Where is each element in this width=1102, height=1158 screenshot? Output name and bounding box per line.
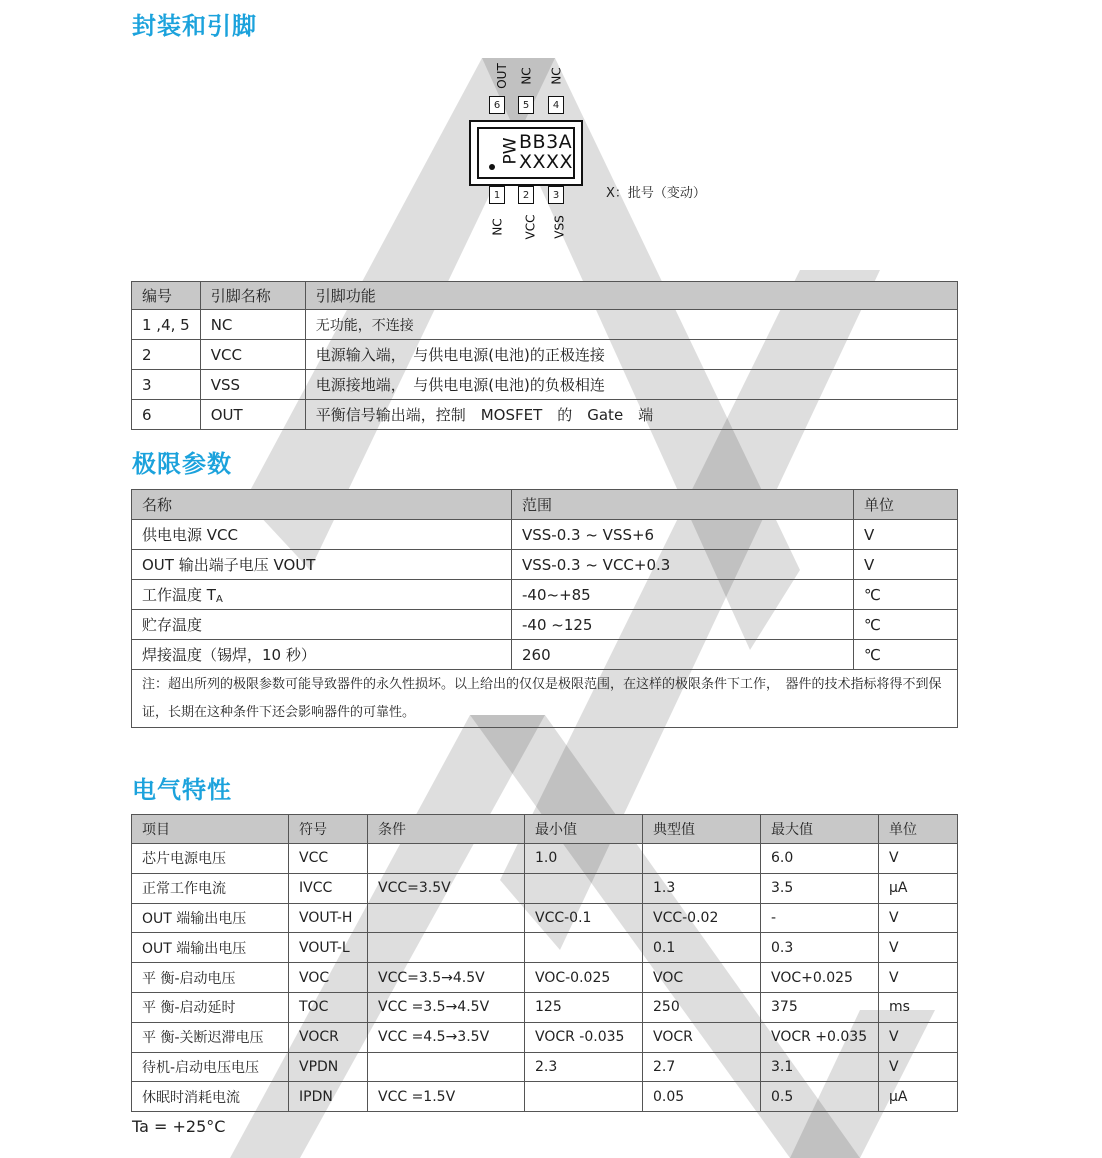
cell: OUT 端输出电压 bbox=[132, 903, 289, 933]
cell bbox=[643, 844, 761, 874]
cell: 焊接温度（锡焊，10 秒） bbox=[132, 640, 512, 670]
cell: VCC=3.5→4.5V bbox=[368, 963, 525, 993]
cell: VOC-0.025 bbox=[525, 963, 643, 993]
cell: V bbox=[854, 550, 958, 580]
header-cell: 项目 bbox=[132, 815, 289, 844]
pin-label-5: NC bbox=[519, 67, 534, 85]
table-row bbox=[132, 903, 958, 933]
cell: 2.7 bbox=[643, 1052, 761, 1082]
cell: VOC bbox=[289, 963, 368, 993]
cell: V bbox=[854, 520, 958, 550]
cell: VOCR bbox=[643, 1022, 761, 1052]
header-cell: 引脚功能 bbox=[305, 282, 957, 310]
cell bbox=[525, 933, 643, 963]
section-title-elec: 电气特性 bbox=[132, 776, 232, 804]
header-cell: 单位 bbox=[879, 815, 958, 844]
elec-table-body bbox=[132, 844, 958, 1112]
cell: VCC bbox=[200, 340, 305, 370]
cell: 2 bbox=[132, 340, 201, 370]
pin-3: 3 bbox=[548, 186, 564, 204]
header-cell: 符号 bbox=[289, 815, 368, 844]
cell: 平衡信号输出端，控制 MOSFET 的 Gate 端 bbox=[305, 400, 957, 430]
cell: 1.0 bbox=[525, 844, 643, 874]
pin-label-3: VSS bbox=[552, 215, 567, 239]
cell bbox=[368, 844, 525, 874]
chip-marking-line1: BB3A bbox=[519, 131, 573, 153]
cell: 待机-启动电压电压 bbox=[132, 1052, 289, 1082]
pin-function-table bbox=[131, 281, 958, 430]
table-row bbox=[132, 310, 958, 340]
table-header-row bbox=[132, 815, 958, 844]
section-title-limits: 极限参数 bbox=[132, 450, 232, 478]
cell: μA bbox=[879, 1082, 958, 1112]
cell: VSS bbox=[200, 370, 305, 400]
cell: VOC+0.025 bbox=[761, 963, 879, 993]
cell: V bbox=[879, 903, 958, 933]
electrical-characteristics-table bbox=[131, 814, 958, 1112]
table-header-row bbox=[132, 282, 958, 310]
cell: 3.1 bbox=[761, 1052, 879, 1082]
header-cell: 最大值 bbox=[761, 815, 879, 844]
cell: VCC=3.5V bbox=[368, 873, 525, 903]
chip-marking-side: PW bbox=[500, 137, 521, 165]
table-row bbox=[132, 1082, 958, 1112]
pin-2: 2 bbox=[518, 186, 534, 204]
cell: V bbox=[879, 1022, 958, 1052]
cell bbox=[368, 1052, 525, 1082]
cell: 芯片电源电压 bbox=[132, 844, 289, 874]
cell: IPDN bbox=[289, 1082, 368, 1112]
cell: -40~+85 bbox=[512, 580, 854, 610]
cell: V bbox=[879, 963, 958, 993]
pin-label-4: NC bbox=[549, 67, 564, 85]
cell: 0.05 bbox=[643, 1082, 761, 1112]
cell: VSS-0.3 ~ VSS+6 bbox=[512, 520, 854, 550]
cell: VOCR -0.035 bbox=[525, 1022, 643, 1052]
table-row bbox=[132, 1052, 958, 1082]
cell: ℃ bbox=[854, 580, 958, 610]
batch-note: X：批号（变动） bbox=[606, 186, 706, 201]
pin-5: 5 bbox=[518, 96, 534, 114]
cell: OUT bbox=[200, 400, 305, 430]
cell: OUT 输出端子电压 VOUT bbox=[132, 550, 512, 580]
cell: VCC =1.5V bbox=[368, 1082, 525, 1112]
pin-1: 1 bbox=[489, 186, 505, 204]
cell: 3 bbox=[132, 370, 201, 400]
table-row bbox=[132, 933, 958, 963]
cell: VCC-0.1 bbox=[525, 903, 643, 933]
table-row bbox=[132, 610, 958, 640]
table-row bbox=[132, 400, 958, 430]
header-cell: 编号 bbox=[132, 282, 201, 310]
table-row bbox=[132, 844, 958, 874]
table-row bbox=[132, 992, 958, 1022]
cell: VOCR +0.035 bbox=[761, 1022, 879, 1052]
note-row bbox=[132, 670, 958, 728]
cell: 2.3 bbox=[525, 1052, 643, 1082]
cell: V bbox=[879, 933, 958, 963]
cell: -40 ~125 bbox=[512, 610, 854, 640]
cell: 无功能，不连接 bbox=[305, 310, 957, 340]
pin-4: 4 bbox=[548, 96, 564, 114]
cell: 6 bbox=[132, 400, 201, 430]
cell: 125 bbox=[525, 992, 643, 1022]
pin1-dot-icon bbox=[489, 164, 495, 170]
section-title-package: 封装和引脚 bbox=[132, 12, 257, 40]
package-diagram bbox=[460, 55, 730, 245]
cell: VOUT-L bbox=[289, 933, 368, 963]
cell bbox=[525, 873, 643, 903]
cell: ms bbox=[879, 992, 958, 1022]
header-cell: 名称 bbox=[132, 490, 512, 520]
limits-note: 注：超出所列的极限参数可能导致器件的永久性损坏。以上给出的仅仅是极限范围，在这样的极限条件下工作， 器件的技术指标将得不到保证，长期在这种条件下还会影响器件的可靠性。 bbox=[132, 670, 958, 728]
cell: 电源输入端， 与供电电源(电池)的正极连接 bbox=[305, 340, 957, 370]
cell: 250 bbox=[643, 992, 761, 1022]
table-row bbox=[132, 340, 958, 370]
cell: VCC =4.5→3.5V bbox=[368, 1022, 525, 1052]
chip-body bbox=[469, 120, 583, 186]
table-row bbox=[132, 370, 958, 400]
cell bbox=[368, 933, 525, 963]
cell: VSS-0.3 ~ VCC+0.3 bbox=[512, 550, 854, 580]
table-row bbox=[132, 520, 958, 550]
cell: ℃ bbox=[854, 640, 958, 670]
cell: μA bbox=[879, 873, 958, 903]
subscript: A bbox=[215, 594, 223, 605]
header-cell: 单位 bbox=[854, 490, 958, 520]
header-cell: 引脚名称 bbox=[200, 282, 305, 310]
table-row bbox=[132, 550, 958, 580]
cell: IVCC bbox=[289, 873, 368, 903]
cell: 6.0 bbox=[761, 844, 879, 874]
cell: 0.5 bbox=[761, 1082, 879, 1112]
cell: OUT 端输出电压 bbox=[132, 933, 289, 963]
cell: 贮存温度 bbox=[132, 610, 512, 640]
cell: - bbox=[761, 903, 879, 933]
cell: 供电电源 VCC bbox=[132, 520, 512, 550]
cell: 3.5 bbox=[761, 873, 879, 903]
table-row bbox=[132, 1022, 958, 1052]
cell: V bbox=[879, 844, 958, 874]
cell bbox=[525, 1082, 643, 1112]
table-row bbox=[132, 580, 958, 610]
cell: 休眠时消耗电流 bbox=[132, 1082, 289, 1112]
cell: 1.3 bbox=[643, 873, 761, 903]
header-cell: 最小值 bbox=[525, 815, 643, 844]
cell: 260 bbox=[512, 640, 854, 670]
cell: 平 衡-关断迟滞电压 bbox=[132, 1022, 289, 1052]
cell bbox=[368, 903, 525, 933]
cell: VCC-0.02 bbox=[643, 903, 761, 933]
chip-marking-box bbox=[477, 127, 575, 179]
header-cell: 典型值 bbox=[643, 815, 761, 844]
cell: ℃ bbox=[854, 610, 958, 640]
cell: 0.1 bbox=[643, 933, 761, 963]
cell: 1 ,4, 5 bbox=[132, 310, 201, 340]
cell: VOCR bbox=[289, 1022, 368, 1052]
pin-label-1: NC bbox=[490, 218, 505, 236]
table-row bbox=[132, 873, 958, 903]
cell: 375 bbox=[761, 992, 879, 1022]
pin-label-6: OUT bbox=[494, 63, 509, 89]
chip-marking-line2: XXXX bbox=[519, 151, 574, 173]
cell: VPDN bbox=[289, 1052, 368, 1082]
temperature-footnote: Ta = +25°C bbox=[132, 1117, 226, 1136]
cell: VCC =3.5→4.5V bbox=[368, 992, 525, 1022]
table-row bbox=[132, 640, 958, 670]
table-header-row bbox=[132, 490, 958, 520]
cell: VOUT-H bbox=[289, 903, 368, 933]
absolute-max-table bbox=[131, 489, 958, 728]
cell: 正常工作电流 bbox=[132, 873, 289, 903]
cell bbox=[132, 580, 512, 610]
cell: VOC bbox=[643, 963, 761, 993]
cell: 平 衡-启动延时 bbox=[132, 992, 289, 1022]
cell: TOC bbox=[289, 992, 368, 1022]
cell-text: 工作温度 T bbox=[142, 586, 216, 604]
pin-label-2: VCC bbox=[523, 214, 538, 240]
cell: NC bbox=[200, 310, 305, 340]
table-row bbox=[132, 963, 958, 993]
cell: 平 衡-启动电压 bbox=[132, 963, 289, 993]
header-cell: 条件 bbox=[368, 815, 525, 844]
cell: 0.3 bbox=[761, 933, 879, 963]
cell: V bbox=[879, 1052, 958, 1082]
header-cell: 范围 bbox=[512, 490, 854, 520]
cell: 电源接地端， 与供电电源(电池)的负极相连 bbox=[305, 370, 957, 400]
cell: VCC bbox=[289, 844, 368, 874]
pin-6: 6 bbox=[489, 96, 505, 114]
